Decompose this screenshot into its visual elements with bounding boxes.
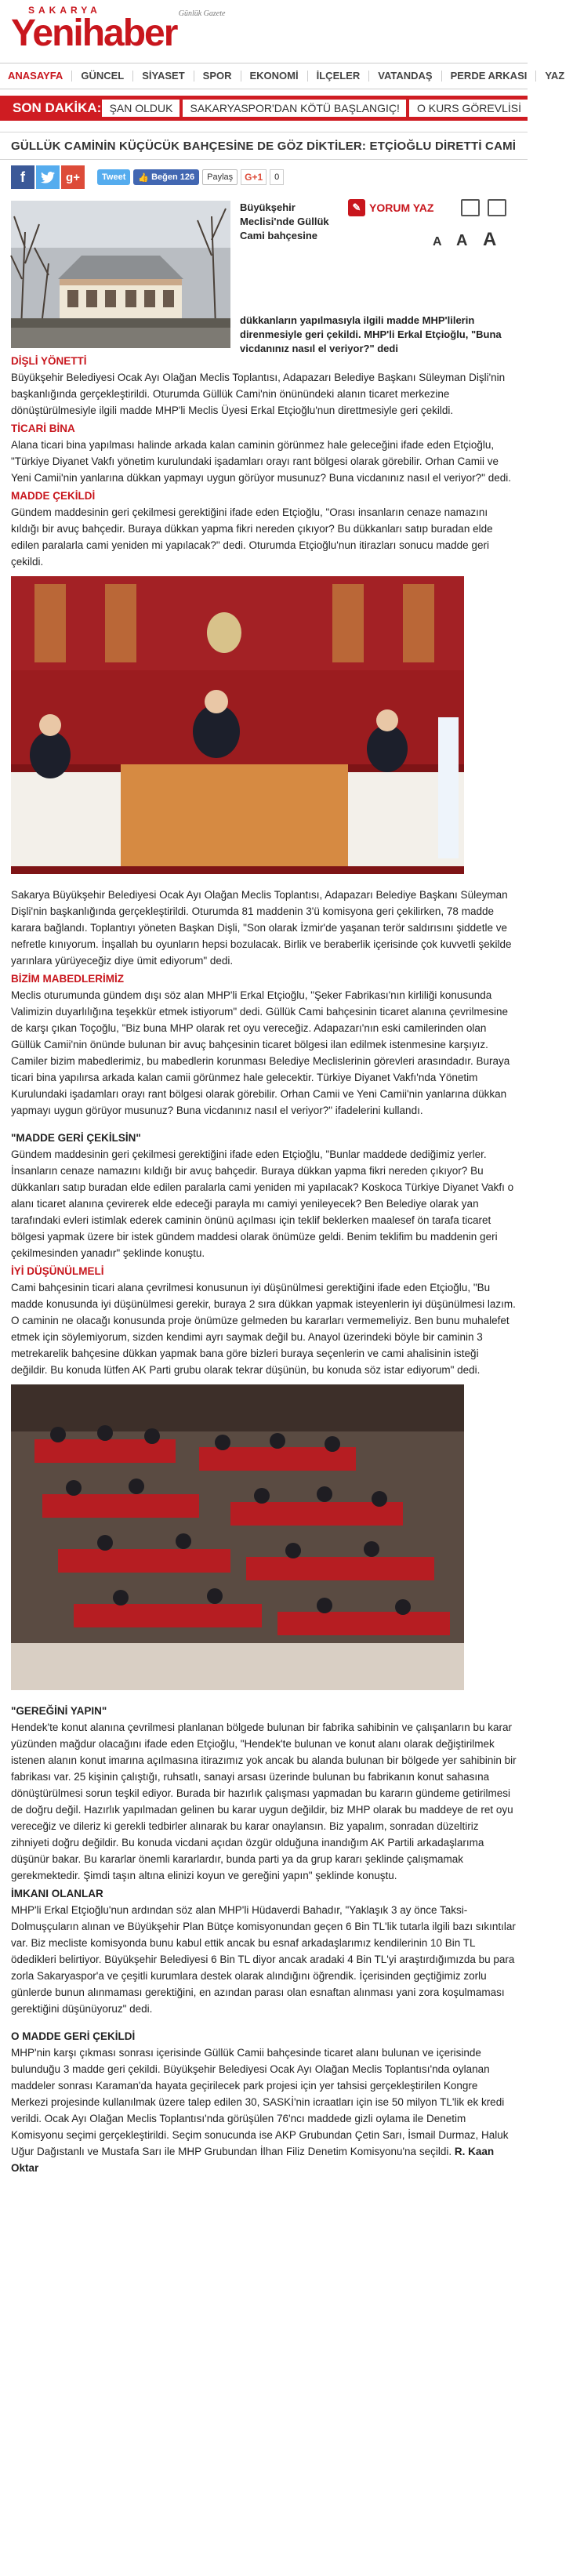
main-nav [0,63,565,89]
paragraph: Meclis oturumunda gündem dışı söz alan MHP'li Erkal Etçioğlu, "Şeker Fabrikası'nın kirliliği konusunda Valimizin duyarlılığına teşekkür etmek istiyorum" dedi. Güllük Cami bahçesinin ticaret alanına çevrilmesine de karşı çıkan Toçoğlu, "Biz buna MHP olarak ret oyu vereceğiz. Adapazarı'nın eski camilerinden olan Güllük Camii'nin önünde bulunan bir avuç bahçesinin ticaret bölgesi ilan edilmek istenmesine karşıyız. Camiler bizim mabedlerimiz, bu mabedlerin korunması Belediye Meclislerinin görevleri arasındadır. Buraya ticari bina yapılırsa arkada kalan camii görünmez hale gelecektir. Türkiye Diyanet Vakfı'nda Yönetim Kurulundaki işadamları orayı rant bölgesi olarak görebilir. Orhan Camii ve Yeni Camii'nin yanlarına dükkan yapmayı uygun görüyor musunuz? Buna vicdanınız nasıl el veriyor?" ifadelerini kullandı. [11,989,510,1116]
article-lead [0,194,528,354]
meeting-photo [11,576,464,879]
paragraph: MHP'li Erkal Etçioğlu'nun ardından söz alan MHP'li Hüdaverdi Bahadır, "Yaklaşık 3 ay önce Taksi-Dolmuşçuların alınan ve Büyükşehir Plan Bütçe komisyonundan geçen 6 Bin TL'lik tutarla ilgili bazı sıkıntılar var. Biz mecliste komisyonda bunu kabul ettik ancak bu esnaf arkadaşlarımız kendilerinin 10 Bin TL ödedikleri belirtiyor. Büyükşehir Belediyesi 6 Bin TL diyor ancak aradaki 4 Bin TL'yi araştırdığımızda bu para zorla Sakaryaspor'a ve çeşitli kurumlara destek olarak alındığını öğrendik. İçerisinden geçtiğimiz zorlu günlerde bunun alınmaması gerektiğini, en azından parası olan esnaftan alınması yani zora koşulmaması gerektiğini düşünüyoruz" dedi. [11,1904,516,2015]
twitter-icon[interactable] [36,165,60,189]
gplus-label: G+1 [245,172,263,183]
assembly-hall-photo [11,1384,464,1695]
logo-top: SAKARYA [28,5,101,16]
ticker-item[interactable]: ŞAN OLDUK [102,100,180,117]
mail-icon[interactable] [488,199,506,216]
nav-item-anasayfa[interactable]: ANASAYFA [8,70,63,82]
lead-summary-cont: dükkanların yapılmasıyla ilgili madde MHP'lilerin direnmesiyle geri çekildi. MHP'li Erkal Etçioğlu, "Buna vicdanınız nasıl el veriyor?" dedi [240,314,502,354]
ticker-item[interactable]: O KURS GÖREVLİSİ [409,100,528,117]
font-size-small[interactable]: A [433,235,442,249]
breaking-news-ticker [0,96,528,121]
nav-item-siyaset[interactable]: SİYASET [132,71,193,82]
site-header [0,0,528,63]
paragraph: Hendek'te konut alanına çevrilmesi planlanan bölgede bulunan bir fabrika sahibinin ve çalışanların bu karar yüzünden mağdur olacağını ifade eden Etçioğlu, "Hendek'te bulunan ve konut alanı olarak değiştirilmek istenen alanın konut imarına açılmasına itirazımız yok ancak bu alanda bulunan bir bölgede yer sahibinin bir fabrikası var. 25 kişinin çalıştığı, ruhsatlı, sanayi arsası üzerinde bulunan bu fabrikanın konut sahasına dönüştürülmesi sorun teşkil ediyor. Burada bir hazırlık çalışması yapmadan bu kararın gündeme getirilmesi de doğru değil. Hazırlık yapılmadan gelinen bu karar uygun değildir, biz MHP olarak bu maddeye de ret oyu vereceğiz ve dileriz ki gerekli tedbirler alınarak bu karar onaylansın. Biz yapalım, sonradan düzeltiriz zihniyeti doğru değildir. Bu konuda vicdani açıdan özgür olduğuna inandığım AK Partili arkadaşlarıma düşünür bakar. Bu kararlar önemli kararlardır, bunda parti ya da grup kararı şeklinde çalışmamak gerekmektedir. Şimdi taşın altına elinizi koyun ve gereğini yapın" şeklinde konuştu. [11,1722,517,1881]
paragraph [11,2044,517,2176]
tweet-button[interactable] [97,169,130,185]
like-button[interactable] [133,169,199,185]
nav-item-spor[interactable]: SPOR [194,71,241,82]
section-heading: "GEREĞİNİ YAPIN" [11,1705,107,1717]
assembly-hall-art [11,1384,464,1690]
section-heading: "MADDE GERİ ÇEKİLSİN" [11,1132,141,1144]
nav-item-guncel[interactable]: GÜNCEL [71,71,132,82]
logo-main: Yenihaber [11,13,177,54]
nav-item-vatandas[interactable]: VATANDAŞ [368,71,441,82]
article-body [0,353,528,2176]
section-heading: TİCARİ BİNA [11,423,75,434]
thumbs-up-icon: 👍 [138,172,150,183]
logo-tagline: Günlük Gazete [178,9,226,18]
site-logo[interactable] [11,5,226,54]
gplus-count: 0 [270,169,284,185]
share-bar [0,160,528,194]
nav-item-perde-arkasi[interactable]: PERDE ARKASI [441,71,536,82]
article-tools [345,194,520,270]
google-plus-icon[interactable]: g+ [61,165,85,189]
paragraph-text: MHP'nin karşı çıkması sonrası içerisinde Güllük Camii bahçesinde ticaret alanı bulunan ve içerisinde bulunduğu 3 madde geri çekildi. Büyükşehir Belediyesi Ocak Ayı Olağan Meclis Toplantısı'nda oylanan maddeler sonrası Karaman'da hayata geçirilecek park projesi için yer tahsisi gerçekleştirilen Kongre Merkezi projesinde kullanılmak üzere talep edilen 30, SASKİ'nin icraatları için ise 50 milyon TL'lik ek kredi verildi. Ocak Ayı Olağan Meclis Toplantısı'nda görüşülen 76'ncı maddede gizli oylama ile Denetim Komisyonu seçimi gerçekleştirildi. Seçim sonucunda ise AKP Grubundan Çetin Sarı, İsmail Durmaz, Haluk Uğur Dağıstanlı ve Mustafa Sarı ile MHP Grubundan İlhan Filiz Denetim Komisyonu'na seçildi. [11,2047,509,2157]
tweet-label: Tweet [102,172,126,182]
section-heading: İYİ DÜŞÜNÜLMELİ [11,1265,104,1277]
share-label: Paylaş [207,172,234,182]
comment-label: YORUM YAZ [369,201,434,214]
article-title: GÜLLÜK CAMİNİN KÜÇÜCÜK BAHÇESİNE DE GÖZ DİKTİLER: ETÇİOĞLU DİRETTİ CAMİ [11,139,517,153]
paragraph: Sakarya Büyükşehir Belediyesi Ocak Ayı Olağan Meclis Toplantısı, Adapazarı Belediye Başkanı Süleyman Dişli'nin başkanlığında gerçekleştirildi. Oturumda 81 maddenin 3'ü komisyona geri çekilirken, 78 madde karara bağlandı. Toplantıyı yöneten Başkan Dişli, "Son olarak İzmir'de yaşanan terör saldırısını şiddetle ve nefretle kınıyorum. İnşallah bu oyunların hepsi bozulacak. Birlik ve beraberlik içerisinde çok kuvvetli şekilde yarınlara yürüyeceğiz diye ümit ediyorum" dedi. [11,889,512,967]
nav-item-ilceler[interactable]: İLÇELER [307,71,369,82]
print-icon[interactable] [461,199,480,216]
social-counters [97,169,284,185]
paragraph: Gündem maddesinin geri çekilmesi gerektiğini ifade eden Etçioğlu, "Orası insanların cenaze namazını kıldığı bir avuç bahçedir. Buraya dükkan yapma fikri nereden çıkıyor? Bu dükkanları satıp buradan elde edilen paralarla cami yeniden mi yapılacak?" dedi. Oturumda Etçioğlu'nun itirazları sonucu madde geri çekildi. [11,506,493,568]
lead-summary: Büyükşehir Meclisi'nde Güllük Cami bahçesine [240,201,329,241]
like-count: 126 [180,172,195,182]
ticker-label: SON DAKİKA: [13,100,102,115]
like-label: Beğen [151,172,178,182]
font-size-medium[interactable]: A [456,232,468,249]
nav-item-ekonomi[interactable]: EKONOMİ [241,71,307,82]
council-meeting-art [11,576,464,874]
paragraph: Cami bahçesinin ticari alana çevrilmesi konusunun iyi düşünülmesi gerektiğini ifade eden Etçioğlu, "Bu madde konusunda iyi düşünülmesi gerekir, buraya 2 sıra dükkan yapmak isteyenlerin iyi düşünülmesi lazım. O caminin ne olacağı konusunda proje önümüze gelmeden bu kararları vermemeliyiz. Ben bunu muhalefet etmek için söylemiyorum, sizden kendimi ayrı saymak değil bu. Anayol üzerindeki böyle bir caminin 3 metrekarelik bahçesine dükkan yapmak bana göre bizleri buraya seçenlerin ve cami ahalisinin isteği değildir. Bu konuda lütfen AK Parti grubu olarak tekrar düşünün, bu konuda söz istar ediyorum" dedi. [11,1282,516,1376]
section-heading: MADDE ÇEKİLDİ [11,490,96,502]
paragraph: Gündem maddesinin geri çekilmesi gerektiğini ifade eden Etçioğlu, "Bunlar maddede dediğimiz yerler. İnsanların cenaze namazını kıldığı bir avuç bahçedir. Buraya dükkan yapma fikri nereden çıkıyor? Bu dükkanları satıp buradan elde edilen paralarla cami yeniden mi yapılacak? Koskoca Türkiye Diyanet Vakfı o alanı ticaret alanına çevirerek elde edeceği parayla mı camiyi yenileyecek? Ben Belediye olarak yan tarafındaki evleri istimlak ederek caminin önünü açılması için teklif beklerken maalesef ön tarafa ticaret bölgesi yapmak üzere bir istek gündem maddesi olarak önümüze geldi. Benim teklifim bu maddenin geri çekilmesinden yanadır" şeklinde konuştu. [11,1148,514,1259]
ticker-item[interactable]: SAKARYASPOR'DAN KÖTÜ BAŞLANGIÇ! [183,100,406,117]
font-size-large[interactable]: A [483,229,497,250]
mosque-photo [11,201,230,348]
section-heading: DİŞLİ YÖNETTİ [11,355,87,367]
section-heading: BİZİM MABEDLERİMİZ [11,973,124,985]
section-heading: İMKANI OLANLAR [11,1888,103,1899]
twitter-bird-glyph [41,172,55,183]
share-button[interactable] [202,169,238,185]
article-title-bar [0,132,528,160]
author-name: R. Kaan Oktar [11,2146,495,2174]
paragraph: Büyükşehir Belediyesi Ocak Ayı Olağan Meclis Toplantısı, Adapazarı Belediye Başkanı Süleyman Dişli'nin başkanlığında gerçekleştirildi. Oturumda Güllük Cami'nin önünündeki alanın ticaret merkezine dönüştürülmesiyle ilgili madde MHP'li Meclis Üyesi Erkal Etçioğlu'nun direttmesiyle geri çekildi. [11,372,506,416]
facebook-icon[interactable]: f [11,165,34,189]
nav-item-yazarlar[interactable]: YAZ [535,71,573,82]
google-plus-one-button[interactable] [241,169,267,185]
mosque-photo-art [11,201,230,348]
paragraph: Alana ticari bina yapılması halinde arkada kalan caminin görünmez hale geleceğini ifade eden Etçioğlu, "Türkiye Diyanet Vakfı yönetim kurulundaki işadamları orayı rant bölgesi olarak görebilir. Orhan Camii ve Yeni Camii'nin yanlarına dükkan yapmayı uygun görüyor musunuz? Buna vicdanınız nasıl el veriyor?" dedi. [11,439,511,484]
section-heading: O MADDE GERİ ÇEKİLDİ [11,2030,136,2042]
comment-button[interactable] [348,199,433,216]
comment-icon: ✎ [348,199,365,216]
